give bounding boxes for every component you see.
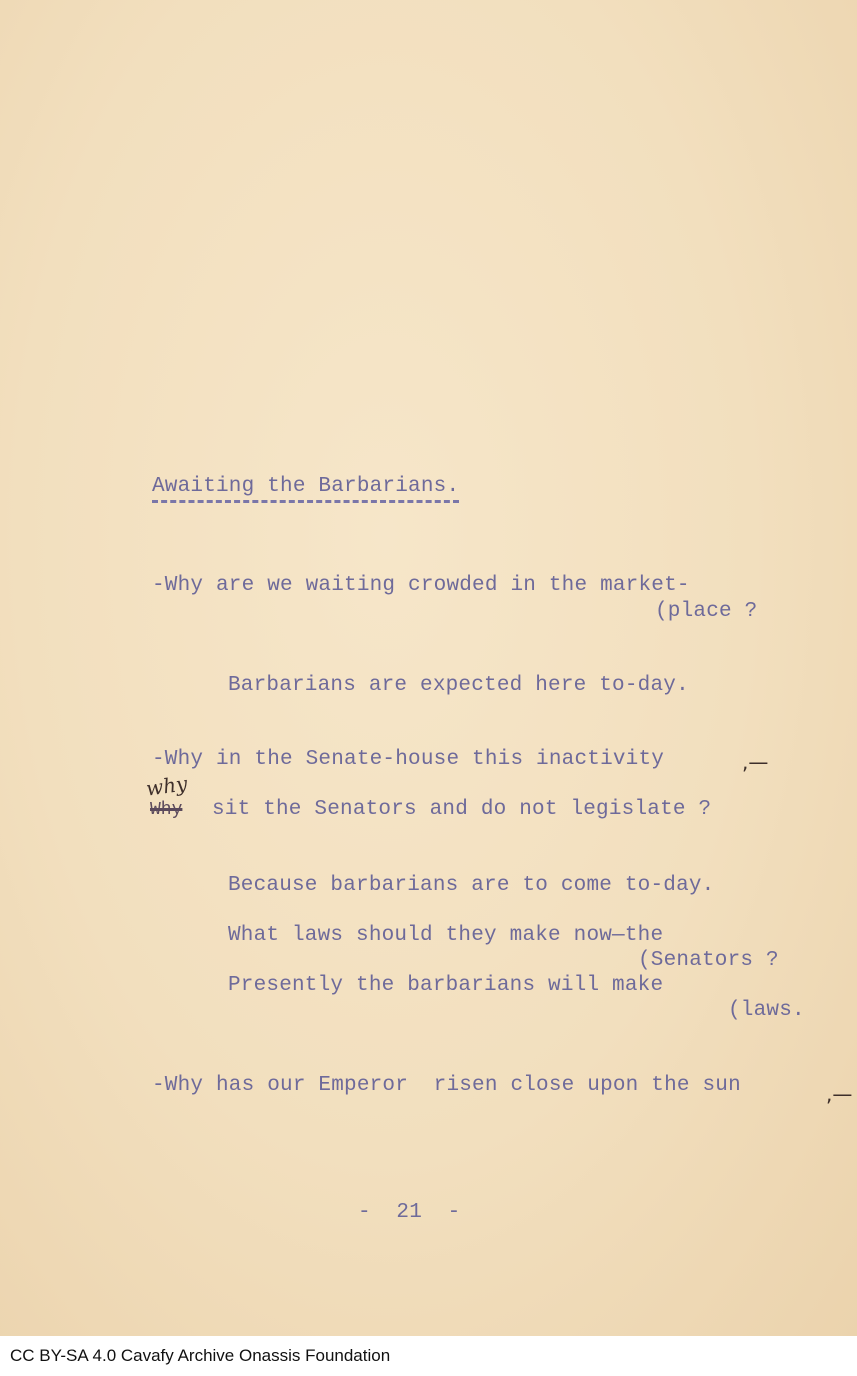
poem-line-2: Barbarians are expected here to-day.: [228, 674, 689, 697]
handwritten-correction: why: [144, 771, 189, 801]
poem-line-1: -Why are we waiting crowded in the market-: [152, 574, 690, 597]
credit-footer: [0, 1336, 857, 1376]
comma-correction-mark: ,—: [826, 1082, 853, 1106]
poem-line-3: -Why in the Senate-house this inactivity: [152, 748, 665, 771]
poem-line-6: What laws should they make now—the: [228, 924, 664, 947]
poem-line-1-continuation: (place ?: [655, 600, 758, 623]
poem-line-7-continuation: (laws.: [728, 999, 805, 1022]
page-number: - 21 -: [358, 1201, 461, 1224]
poem-line-5: Because barbarians are to come to-day.: [228, 874, 715, 897]
credit-text: CC BY-SA 4.0 Cavafy Archive Onassis Foundation: [10, 1346, 391, 1365]
poem-title: Awaiting the Barbarians.: [152, 475, 459, 503]
comma-correction-mark: ,—: [742, 750, 769, 774]
struck-word: Why: [150, 800, 183, 820]
poem-line-4: sit the Senators and do not legislate ?: [212, 798, 712, 821]
poem-line-8: -Why has our Emperor risen close upon the sun: [152, 1074, 741, 1097]
poem-line-6-continuation: (Senators ?: [638, 949, 779, 972]
poem-line-7: Presently the barbarians will make: [228, 974, 664, 997]
